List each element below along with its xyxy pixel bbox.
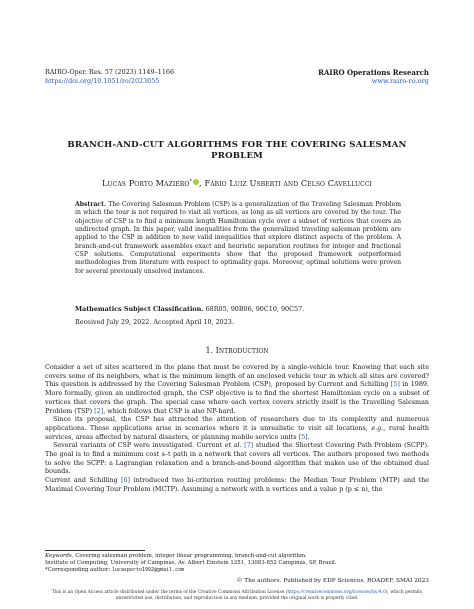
license-link[interactable]: https://creativecommons.org/licenses/by/4.0 [287,590,386,595]
doi-link[interactable]: https://doi.org/10.1051/ro/2023055 [45,77,160,85]
journal-url-link[interactable]: www.rairo-ro.org [371,77,429,85]
author-others: , Fábio Luiz Usberti and Celso Cavellucci [199,178,373,188]
section-title: Introduction [215,346,269,355]
paragraph-1: Consider a set of sites scattered in the plane that must be covered by a single-vehicle tour. Knowing that each site covers some of its neighbors, what is the minimum length of an enclosed vehicle tour in which all sites are covered? This question is addressed by the Covering Salesman Problem (CSP), proposed by Current and Schilling [5] in 1989. More formally, given an undirected graph, the CSP objective is to find the shortest Hamiltonian cycle on a subset of vertices that covers the graph. The special case where each vertex covers strictly itself is the Travelling Salesman Problem (TSP) [2], which follows that CSP is also NP-hard. [45,363,429,415]
msc-codes: 68R05, 90B06, 90C10, 90C57. [205,305,305,313]
copyright-line: © The authors. Published by EDP Sciences, ROADEF, SMAI 2023 [236,578,429,584]
keywords-label: Keywords. [45,553,74,559]
section-heading [45,346,429,355]
footnote-divider [45,550,145,551]
corresponding-mark: * [189,178,193,185]
abstract [75,201,401,276]
paragraph-3: Several variants of CSP were investigated. Current et al. [7] studied the Shortest Covering Path Problem (SCPP). The goal is to find a minimum cost s–t path in a network that covers all vertices. The authors proposed two methods to solve the SCPP: a Lagrangian relaxation and a branch-and-bound algorithm that makes use of the obtained dual bounds. [45,441,429,476]
citation-link[interactable]: [7] [244,441,254,450]
corresponding-label: *Corresponding author: [45,567,111,574]
title-line-2: PROBLEM [211,151,263,161]
corresponding-line [45,567,429,574]
section-number: 1. [205,346,214,355]
journal-citation-block [45,68,174,86]
citation-link[interactable]: [2] [94,406,104,415]
msc-line [75,305,401,313]
title-line-1: BRANCH-AND-CUT ALGORITHMS FOR THE COVERING SALESMAN [67,140,407,150]
paper-title [45,140,429,162]
msc-label: Mathematics Subject Classification. [75,305,204,313]
paragraph-4: Current and Schilling [6] introduced two bi-criterion routing problems: the Median Tour Problem (MTP) and the Maximal Covering Tour Problem (MCTP). Assuming a network with n vertices and a value p (p ≤ n), the [45,476,429,493]
citation-link[interactable]: [5] [390,380,400,389]
abstract-text: The Covering Salesman Problem (CSP) is a generalization of the Traveling Salesman Problem in which the tour is not required to visit all vertices, as long as all vertices are covered by the tour. The objective of CSP is to find a minimum length Hamiltonian cycle over a subset of vertices that covers an undirected graph. In this paper, valid inequalities from the generalized traveling salesman problem are applied to the CSP in addition to new valid inequalities that explore distinct aspects of the problem. A branch-and-cut framework assembles exact and heuristic separation routines for integer and fractional CSP solutions. Computational experiments show that the proposed framework outperformed methodologies from literature with respect to optimality gaps. Moreover, optimal solutions were proven for several previously unsolved instances. [75,201,401,275]
journal-name: RAIRO Operations Research [318,68,429,77]
citation-link[interactable]: [5] [298,432,308,441]
journal-info-block [318,68,429,86]
abstract-label: Abstract. [75,201,107,208]
received-accepted-dates: Received July 29, 2022. Accepted April 10, 2023. [75,318,234,326]
footnotes [45,553,429,575]
paragraph-2: Since its proposal, the CSP has attracted the attention of researchers due to its complexity and numerous applications. These applications arise in scenarios where it is unrealistic to visit all locations, e.g., rural health services, areas affected by natural disasters, or planning mobile service units [5]. [45,415,429,441]
body-text [45,363,429,494]
citation-line: RAIRO-Oper. Res. 57 (2023) 1149–1166 [45,68,175,76]
author-primary: Lucas Porto Maziero [101,178,190,188]
author-email-link[interactable]: lucasporto1992@gmail.com [111,567,185,574]
author-list [45,178,429,188]
citation-link[interactable]: [6] [121,476,131,485]
keywords-line [45,553,429,560]
keywords-text: Covering salesman problem, integer linear programming, branch-and-cut algorithm. [75,553,307,559]
affiliation-line: Institute of Computing, University of Campinas, Av. Albert Einstein 1251, 13083-852 Campinas, SP, Brazil. [45,560,337,567]
license-text: This is an Open Access article distributed under the terms of the Creative Commons Attribution License (https://creativecommons.org/licenses/by/4.0), which permits unrestricted use, distribution, and reproduction in any medium, provided the original work is properly cited. [51,590,423,601]
